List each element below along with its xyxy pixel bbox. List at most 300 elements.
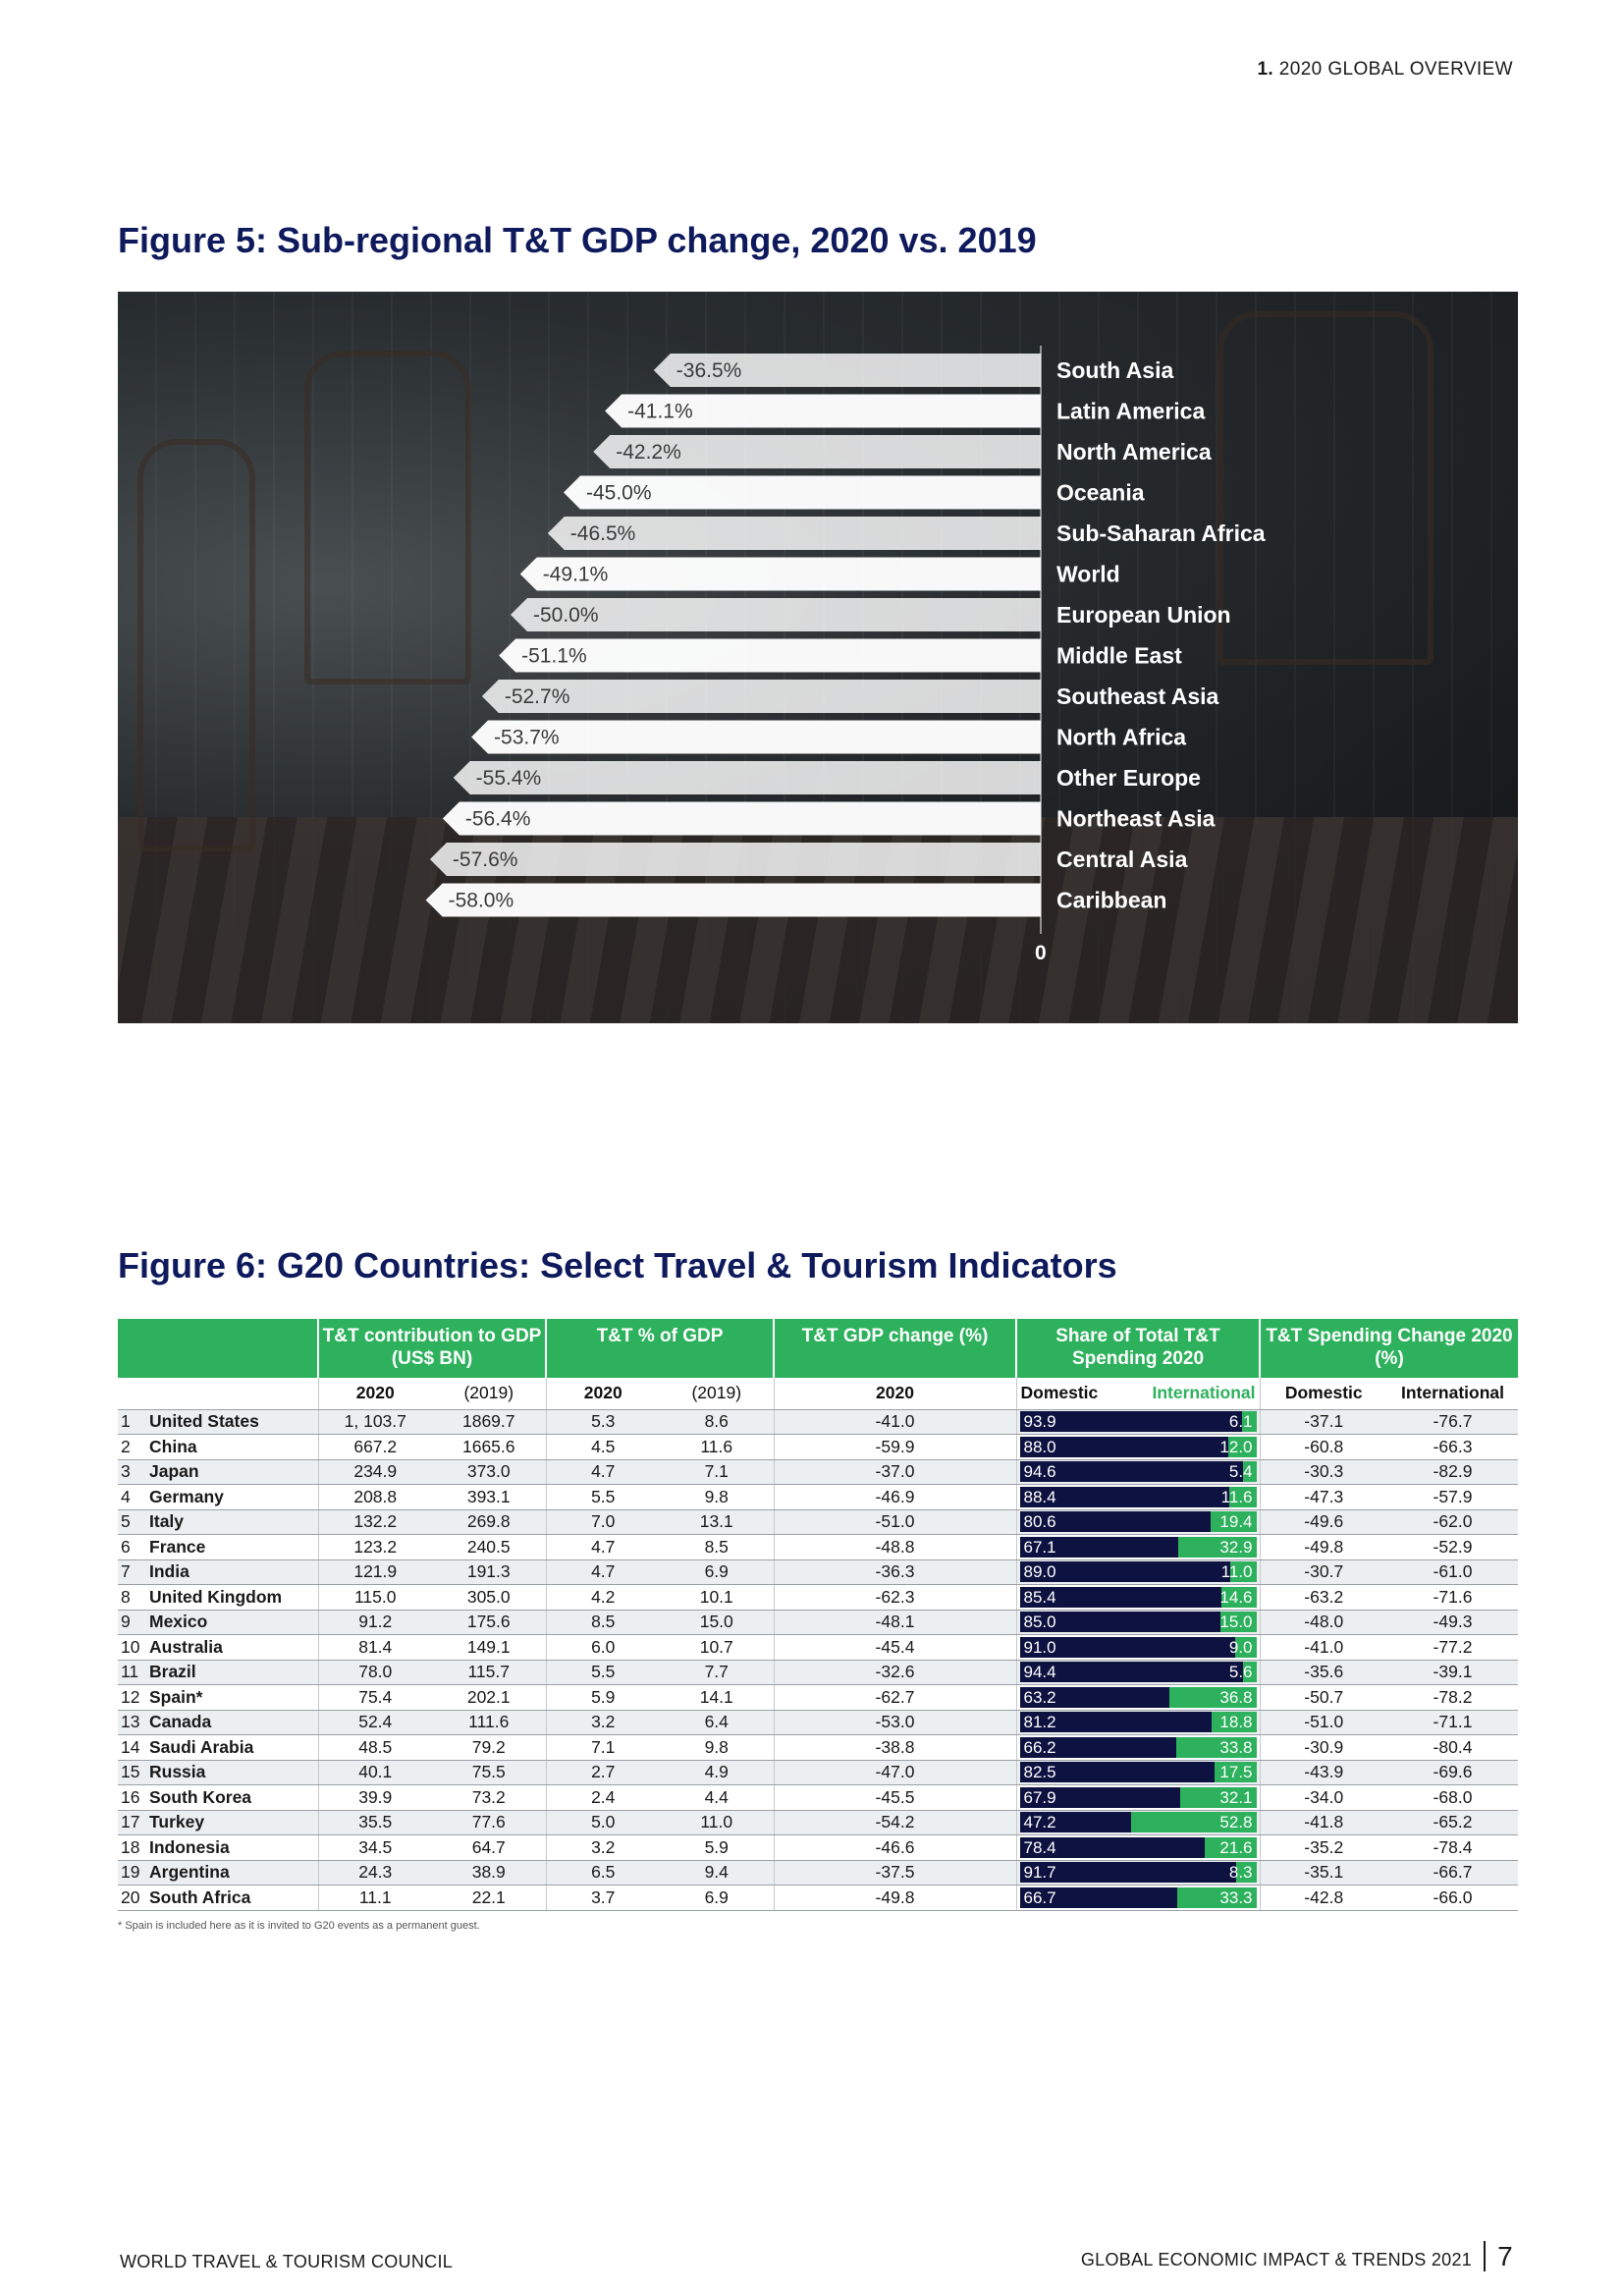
share-bar	[1020, 1587, 1257, 1608]
share-cell	[1016, 1509, 1260, 1535]
spending-domestic-cell: -48.0	[1260, 1610, 1387, 1635]
gdp-change-cell: -54.2	[774, 1810, 1016, 1835]
sub-blank	[118, 1378, 318, 1409]
footer-organization: WORLD TRAVEL & TOURISM COUNCIL	[120, 2252, 454, 2271]
section-number: 1.	[1257, 59, 1274, 80]
country-cell: Mexico	[147, 1610, 318, 1635]
country-cell: United States	[147, 1409, 318, 1435]
share-domestic-value: 82.5	[1023, 1763, 1056, 1782]
header-share: Share of Total T&T Spending 2020	[1016, 1319, 1260, 1378]
share-domestic-value: 94.4	[1023, 1663, 1056, 1682]
bar-value-label: -52.7%	[504, 685, 570, 708]
spending-domestic-cell: -43.9	[1260, 1760, 1387, 1785]
share-bar	[1020, 1712, 1257, 1732]
share-bar	[1020, 1837, 1257, 1858]
gdp-change-cell: -46.9	[774, 1485, 1016, 1510]
pct-gdp-2019-cell: 10.1	[660, 1585, 774, 1611]
figure5-chart	[118, 292, 1518, 1023]
table-row	[118, 1710, 1518, 1735]
contribution-2020-cell: 48.5	[318, 1735, 432, 1761]
share-cell	[1016, 1785, 1260, 1811]
rank-cell: 12	[118, 1685, 147, 1711]
share-international-value: 32.1	[1219, 1787, 1253, 1807]
spending-international-cell: -66.7	[1387, 1860, 1518, 1886]
pct-gdp-2019-cell: 7.7	[660, 1660, 774, 1685]
pct-gdp-2019-cell: 15.0	[660, 1610, 774, 1635]
contribution-2020-cell: 52.4	[318, 1710, 432, 1735]
pct-gdp-2019-cell: 6.9	[660, 1886, 774, 1911]
rank-cell: 7	[118, 1559, 147, 1585]
contribution-2020-cell: 78.0	[318, 1660, 432, 1685]
pct-gdp-2020-cell: 6.5	[546, 1860, 660, 1886]
sub-spending-domestic: Domestic	[1260, 1378, 1387, 1409]
spending-domestic-cell: -63.2	[1260, 1585, 1387, 1611]
contribution-2019-cell: 373.0	[432, 1459, 546, 1485]
contribution-2019-cell: 149.1	[432, 1635, 546, 1661]
footnote: * Spain is included here as it is invited to G20 events as a permanent guest.	[118, 1920, 480, 1932]
pct-gdp-2019-cell: 6.4	[660, 1710, 774, 1735]
pct-gdp-2019-cell: 14.1	[660, 1685, 774, 1711]
share-bar	[1020, 1737, 1257, 1758]
gdp-change-cell: -37.5	[774, 1860, 1016, 1886]
share-bar	[1020, 1862, 1257, 1883]
category-label: North America	[1056, 439, 1212, 465]
table-row	[118, 1635, 1518, 1661]
share-bar	[1020, 1411, 1257, 1432]
category-label: Southeast Asia	[1056, 683, 1219, 709]
gdp-change-cell: -62.3	[774, 1585, 1016, 1611]
rank-cell: 18	[118, 1835, 147, 1861]
share-international-value: 12.0	[1219, 1437, 1253, 1456]
share-international-value: 6.1	[1228, 1412, 1253, 1432]
table-row	[118, 1610, 1518, 1635]
pct-gdp-2019-cell: 6.9	[660, 1559, 774, 1585]
rank-cell: 16	[118, 1785, 147, 1811]
spending-domestic-cell: -51.0	[1260, 1710, 1387, 1735]
category-label: World	[1056, 561, 1120, 587]
pct-gdp-2019-cell: 9.8	[660, 1485, 774, 1510]
section-title: 2020 GLOBAL OVERVIEW	[1278, 59, 1513, 80]
sub-pct-2020: 2020	[546, 1378, 660, 1409]
spending-domestic-cell: -35.1	[1260, 1860, 1387, 1886]
share-international-value: 5.4	[1228, 1462, 1253, 1482]
share-bar	[1020, 1887, 1257, 1908]
gdp-change-cell: -48.8	[774, 1535, 1016, 1560]
table-row	[118, 1760, 1518, 1785]
category-label: Caribbean	[1056, 887, 1167, 913]
share-domestic-value: 94.6	[1023, 1462, 1056, 1482]
spending-international-cell: -69.6	[1387, 1760, 1518, 1785]
gdp-change-cell: -59.9	[774, 1435, 1016, 1460]
country-cell: United Kingdom	[147, 1585, 318, 1611]
spending-international-cell: -61.0	[1387, 1559, 1518, 1585]
pct-gdp-2020-cell: 4.7	[546, 1459, 660, 1485]
pct-gdp-2019-cell: 13.1	[660, 1509, 774, 1535]
rank-cell: 6	[118, 1535, 147, 1560]
rank-cell: 15	[118, 1760, 147, 1785]
sub-share-domestic: Domestic	[1020, 1383, 1099, 1403]
category-label: Oceania	[1056, 479, 1145, 506]
pct-gdp-2019-cell: 8.5	[660, 1535, 774, 1560]
gdp-change-cell: -45.5	[774, 1785, 1016, 1811]
spending-international-cell: -71.6	[1387, 1585, 1518, 1611]
gdp-change-cell: -47.0	[774, 1760, 1016, 1785]
spending-domestic-cell: -35.6	[1260, 1660, 1387, 1685]
share-international-value: 14.6	[1219, 1587, 1253, 1607]
country-cell: Australia	[147, 1635, 318, 1661]
spending-domestic-cell: -34.0	[1260, 1785, 1387, 1811]
share-bar	[1020, 1812, 1257, 1832]
country-cell: South Africa	[147, 1886, 318, 1911]
rank-cell: 14	[118, 1735, 147, 1761]
share-international-value: 33.3	[1219, 1887, 1253, 1907]
gdp-change-cell: -51.0	[774, 1509, 1016, 1535]
contribution-2020-cell: 121.9	[318, 1559, 432, 1585]
section-header	[1257, 59, 1513, 81]
share-domestic-value: 66.7	[1023, 1887, 1056, 1907]
share-bar	[1020, 1437, 1257, 1457]
share-cell	[1016, 1585, 1260, 1611]
spending-domestic-cell: -41.0	[1260, 1635, 1387, 1661]
pct-gdp-2019-cell: 9.4	[660, 1860, 774, 1886]
pct-gdp-2020-cell: 3.7	[546, 1886, 660, 1911]
share-cell	[1016, 1886, 1260, 1911]
table-body	[118, 1409, 1518, 1910]
table-row	[118, 1535, 1518, 1560]
gdp-change-cell: -41.0	[774, 1409, 1016, 1435]
figure6-title: Figure 6: G20 Countries: Select Travel & Tourism Indicators	[118, 1245, 1117, 1285]
rank-cell: 19	[118, 1860, 147, 1886]
contribution-2020-cell: 667.2	[318, 1435, 432, 1460]
share-international-value: 11.0	[1220, 1562, 1253, 1582]
spending-international-cell: -57.9	[1387, 1485, 1518, 1510]
contribution-2020-cell: 91.2	[318, 1610, 432, 1635]
share-international-value: 19.4	[1219, 1512, 1253, 1532]
bar-value-label: -51.1%	[521, 644, 587, 668]
rank-cell: 20	[118, 1886, 147, 1911]
share-international-value: 33.8	[1219, 1737, 1253, 1757]
share-cell	[1016, 1660, 1260, 1685]
share-bar	[1020, 1511, 1257, 1532]
share-domestic-value: 63.2	[1023, 1687, 1056, 1707]
share-international-value: 52.8	[1219, 1813, 1253, 1832]
pct-gdp-2019-cell: 7.1	[660, 1459, 774, 1485]
share-cell	[1016, 1810, 1260, 1835]
share-domestic-value: 91.7	[1023, 1863, 1056, 1883]
sub-share	[1016, 1378, 1260, 1409]
page-number: 7	[1484, 2241, 1513, 2271]
gdp-change-cell: -48.1	[774, 1610, 1016, 1635]
contribution-2019-cell: 269.8	[432, 1509, 546, 1535]
spending-domestic-cell: -30.9	[1260, 1735, 1387, 1761]
pct-gdp-2020-cell: 5.3	[546, 1409, 660, 1435]
contribution-2020-cell: 35.5	[318, 1810, 432, 1835]
contribution-2020-cell: 34.5	[318, 1835, 432, 1861]
bar-value-label: -53.7%	[494, 726, 560, 749]
group-header-row	[118, 1319, 1518, 1378]
share-cell	[1016, 1735, 1260, 1761]
contribution-2020-cell: 24.3	[318, 1860, 432, 1886]
contribution-2020-cell: 40.1	[318, 1760, 432, 1785]
contribution-2020-cell: 208.8	[318, 1485, 432, 1510]
spending-domestic-cell: -50.7	[1260, 1685, 1387, 1711]
gdp-change-cell: -36.3	[774, 1559, 1016, 1585]
spending-domestic-cell: -49.6	[1260, 1509, 1387, 1535]
share-international-value: 15.0	[1219, 1613, 1253, 1632]
bar-other-europe	[454, 761, 1041, 794]
category-label: Central Asia	[1056, 847, 1188, 872]
country-cell: Saudi Arabia	[147, 1735, 318, 1761]
country-cell: Indonesia	[147, 1835, 318, 1861]
spending-international-cell: -49.3	[1387, 1610, 1518, 1635]
category-label: Sub-Saharan Africa	[1056, 520, 1266, 546]
contribution-2020-cell: 81.4	[318, 1635, 432, 1661]
share-domestic-value: 80.6	[1023, 1512, 1056, 1532]
share-domestic-value: 88.4	[1023, 1487, 1056, 1506]
spending-international-cell: -62.0	[1387, 1509, 1518, 1535]
category-label: South Asia	[1056, 357, 1174, 383]
bar-value-label: -58.0%	[448, 889, 514, 912]
contribution-2019-cell: 22.1	[432, 1886, 546, 1911]
gdp-change-cell: -53.0	[774, 1710, 1016, 1735]
share-domestic-value: 81.2	[1023, 1713, 1056, 1732]
figure5-title: Figure 5: Sub-regional T&T GDP change, 2020 vs. 2019	[118, 220, 1037, 260]
footer-report	[1081, 2241, 1513, 2272]
sub-change-2020: 2020	[774, 1378, 1016, 1409]
rank-cell: 10	[118, 1635, 147, 1661]
gdp-change-cell: -49.8	[774, 1886, 1016, 1911]
table-row	[118, 1585, 1518, 1611]
spending-international-cell: -78.2	[1387, 1685, 1518, 1711]
share-domestic-value: 91.0	[1023, 1637, 1056, 1657]
pct-gdp-2020-cell: 4.5	[546, 1435, 660, 1460]
rank-cell: 1	[118, 1409, 147, 1435]
footer-report-title: GLOBAL ECONOMIC IMPACT & TRENDS 2021	[1080, 2250, 1473, 2269]
sub-share-international: International	[1152, 1383, 1256, 1403]
share-bar	[1020, 1762, 1257, 1782]
contribution-2020-cell: 1, 103.7	[318, 1409, 432, 1435]
pct-gdp-2020-cell: 2.4	[546, 1785, 660, 1811]
pct-gdp-2019-cell: 9.8	[660, 1735, 774, 1761]
country-cell: Brazil	[147, 1660, 318, 1685]
contribution-2019-cell: 305.0	[432, 1585, 546, 1611]
category-label: Latin America	[1056, 398, 1206, 424]
gdp-change-cell: -62.7	[774, 1685, 1016, 1711]
table-row	[118, 1509, 1518, 1535]
spending-international-cell: -52.9	[1387, 1535, 1518, 1560]
spending-international-cell: -71.1	[1387, 1710, 1518, 1735]
share-bar	[1020, 1662, 1257, 1682]
share-domestic-value: 88.0	[1023, 1437, 1056, 1456]
country-cell: Canada	[147, 1710, 318, 1735]
country-cell: China	[147, 1435, 318, 1460]
bar-value-label: -46.5%	[569, 522, 636, 545]
country-cell: Germany	[147, 1485, 318, 1510]
pct-gdp-2019-cell: 8.6	[660, 1409, 774, 1435]
share-domestic-value: 78.4	[1023, 1837, 1056, 1857]
bar-value-label: -50.0%	[533, 604, 599, 627]
pct-gdp-2019-cell: 4.9	[660, 1760, 774, 1785]
contribution-2019-cell: 115.7	[432, 1660, 546, 1685]
pct-gdp-2020-cell: 5.5	[546, 1485, 660, 1510]
spending-domestic-cell: -41.8	[1260, 1810, 1387, 1835]
pct-gdp-2020-cell: 7.0	[546, 1509, 660, 1535]
pct-gdp-2020-cell: 8.5	[546, 1610, 660, 1635]
contribution-2019-cell: 393.1	[432, 1485, 546, 1510]
share-bar	[1020, 1687, 1257, 1708]
share-domestic-value: 67.1	[1023, 1537, 1056, 1557]
table-row	[118, 1485, 1518, 1510]
bar-value-label: -57.6%	[452, 848, 518, 871]
rank-cell: 17	[118, 1810, 147, 1835]
table-row	[118, 1660, 1518, 1685]
country-cell: France	[147, 1535, 318, 1560]
spending-international-cell: -78.4	[1387, 1835, 1518, 1861]
table-row	[118, 1886, 1518, 1911]
share-cell	[1016, 1485, 1260, 1510]
table-row	[118, 1735, 1518, 1761]
bar-chart-svg	[118, 292, 1518, 1023]
share-international-value: 18.8	[1219, 1713, 1253, 1732]
share-domestic-value: 67.9	[1023, 1787, 1056, 1807]
pct-gdp-2020-cell: 4.7	[546, 1559, 660, 1585]
spending-international-cell: -68.0	[1387, 1785, 1518, 1811]
spending-domestic-cell: -47.3	[1260, 1485, 1387, 1510]
share-domestic-value: 93.9	[1023, 1412, 1056, 1432]
bar-value-label: -42.2%	[616, 441, 681, 464]
contribution-2020-cell: 11.1	[318, 1886, 432, 1911]
pct-gdp-2020-cell: 4.2	[546, 1585, 660, 1611]
share-cell	[1016, 1610, 1260, 1635]
share-domestic-value: 85.4	[1023, 1587, 1056, 1607]
share-international-value: 17.5	[1219, 1763, 1253, 1782]
contribution-2020-cell: 75.4	[318, 1685, 432, 1711]
country-cell: Spain*	[147, 1685, 318, 1711]
rank-cell: 2	[118, 1435, 147, 1460]
contribution-2019-cell: 38.9	[432, 1860, 546, 1886]
pct-gdp-2020-cell: 3.2	[546, 1710, 660, 1735]
spending-domestic-cell: -30.3	[1260, 1459, 1387, 1485]
share-international-value: 32.9	[1219, 1537, 1253, 1557]
share-domestic-value: 47.2	[1023, 1813, 1056, 1832]
bar-value-label: -56.4%	[464, 807, 531, 831]
table-row	[118, 1559, 1518, 1585]
share-cell	[1016, 1559, 1260, 1585]
rank-cell: 8	[118, 1585, 147, 1611]
share-bar	[1020, 1537, 1257, 1558]
gdp-change-cell: -37.0	[774, 1459, 1016, 1485]
contribution-2020-cell: 115.0	[318, 1585, 432, 1611]
country-cell: Argentina	[147, 1860, 318, 1886]
spending-international-cell: -82.9	[1387, 1459, 1518, 1485]
share-international-value: 36.8	[1219, 1687, 1253, 1707]
contribution-2020-cell: 234.9	[318, 1459, 432, 1485]
contribution-2020-cell: 123.2	[318, 1535, 432, 1560]
header-pct-gdp: T&T % of GDP	[546, 1319, 774, 1378]
spending-international-cell: -66.3	[1387, 1435, 1518, 1460]
country-cell: Russia	[147, 1760, 318, 1785]
share-cell	[1016, 1635, 1260, 1661]
table-row	[118, 1835, 1518, 1861]
country-cell: Japan	[147, 1459, 318, 1485]
bar-northeast-asia	[443, 802, 1041, 836]
share-international-value: 21.6	[1219, 1837, 1253, 1857]
contribution-2019-cell: 79.2	[432, 1735, 546, 1761]
spending-domestic-cell: -35.2	[1260, 1835, 1387, 1861]
contribution-2019-cell: 64.7	[432, 1835, 546, 1861]
pct-gdp-2020-cell: 5.0	[546, 1810, 660, 1835]
category-label: Other Europe	[1056, 765, 1201, 791]
table-row	[118, 1435, 1518, 1460]
country-cell: South Korea	[147, 1785, 318, 1811]
contribution-2019-cell: 1869.7	[432, 1409, 546, 1435]
share-bar	[1020, 1487, 1257, 1507]
pct-gdp-2020-cell: 5.9	[546, 1685, 660, 1711]
spending-domestic-cell: -37.1	[1260, 1409, 1387, 1435]
contribution-2019-cell: 240.5	[432, 1535, 546, 1560]
bar-value-label: -55.4%	[475, 767, 542, 790]
rank-cell: 5	[118, 1509, 147, 1535]
gdp-change-cell: -46.6	[774, 1835, 1016, 1861]
country-cell: Italy	[147, 1509, 318, 1535]
sub-header-row	[118, 1378, 1518, 1409]
contribution-2019-cell: 175.6	[432, 1610, 546, 1635]
spending-domestic-cell: -49.8	[1260, 1535, 1387, 1560]
table-row	[118, 1685, 1518, 1711]
bar-value-label: -45.0%	[586, 481, 652, 505]
rank-cell: 4	[118, 1485, 147, 1510]
spending-international-cell: -80.4	[1387, 1735, 1518, 1761]
table-row	[118, 1409, 1518, 1435]
sub-spending-international: International	[1387, 1378, 1518, 1409]
share-domestic-value: 89.0	[1023, 1562, 1056, 1582]
contribution-2019-cell: 75.5	[432, 1760, 546, 1785]
pct-gdp-2020-cell: 2.7	[546, 1760, 660, 1785]
contribution-2019-cell: 111.6	[432, 1710, 546, 1735]
share-bar	[1020, 1637, 1257, 1658]
sub-pct-2019: (2019)	[660, 1378, 774, 1409]
pct-gdp-2019-cell: 4.4	[660, 1785, 774, 1811]
pct-gdp-2020-cell: 3.2	[546, 1835, 660, 1861]
category-label: North Africa	[1056, 724, 1187, 750]
share-cell	[1016, 1685, 1260, 1711]
share-bar	[1020, 1612, 1257, 1632]
spending-international-cell: -77.2	[1387, 1635, 1518, 1661]
contribution-2019-cell: 1665.6	[432, 1435, 546, 1460]
spending-international-cell: -76.7	[1387, 1409, 1518, 1435]
gdp-change-cell: -38.8	[774, 1735, 1016, 1761]
bar-value-label: -49.1%	[542, 563, 609, 586]
pct-gdp-2020-cell: 7.1	[546, 1735, 660, 1761]
bar-value-label: -36.5%	[676, 359, 742, 382]
category-label: Middle East	[1056, 642, 1182, 669]
contribution-2020-cell: 39.9	[318, 1785, 432, 1811]
header-spending-change: T&T Spending Change 2020 (%)	[1260, 1319, 1518, 1378]
rank-cell: 13	[118, 1710, 147, 1735]
share-bar	[1020, 1787, 1257, 1808]
zero-axis-label: 0	[1035, 942, 1047, 964]
gdp-change-cell: -45.4	[774, 1635, 1016, 1661]
share-cell	[1016, 1860, 1260, 1886]
header-gdp-change: T&T GDP change (%)	[774, 1319, 1016, 1378]
bar-value-label: -41.1%	[627, 400, 693, 423]
pct-gdp-2020-cell: 5.5	[546, 1660, 660, 1685]
table-row	[118, 1459, 1518, 1485]
contribution-2019-cell: 73.2	[432, 1785, 546, 1811]
g20-indicators-table	[118, 1319, 1518, 1911]
bar-central-asia	[430, 843, 1041, 876]
share-domestic-value: 85.0	[1023, 1613, 1056, 1632]
